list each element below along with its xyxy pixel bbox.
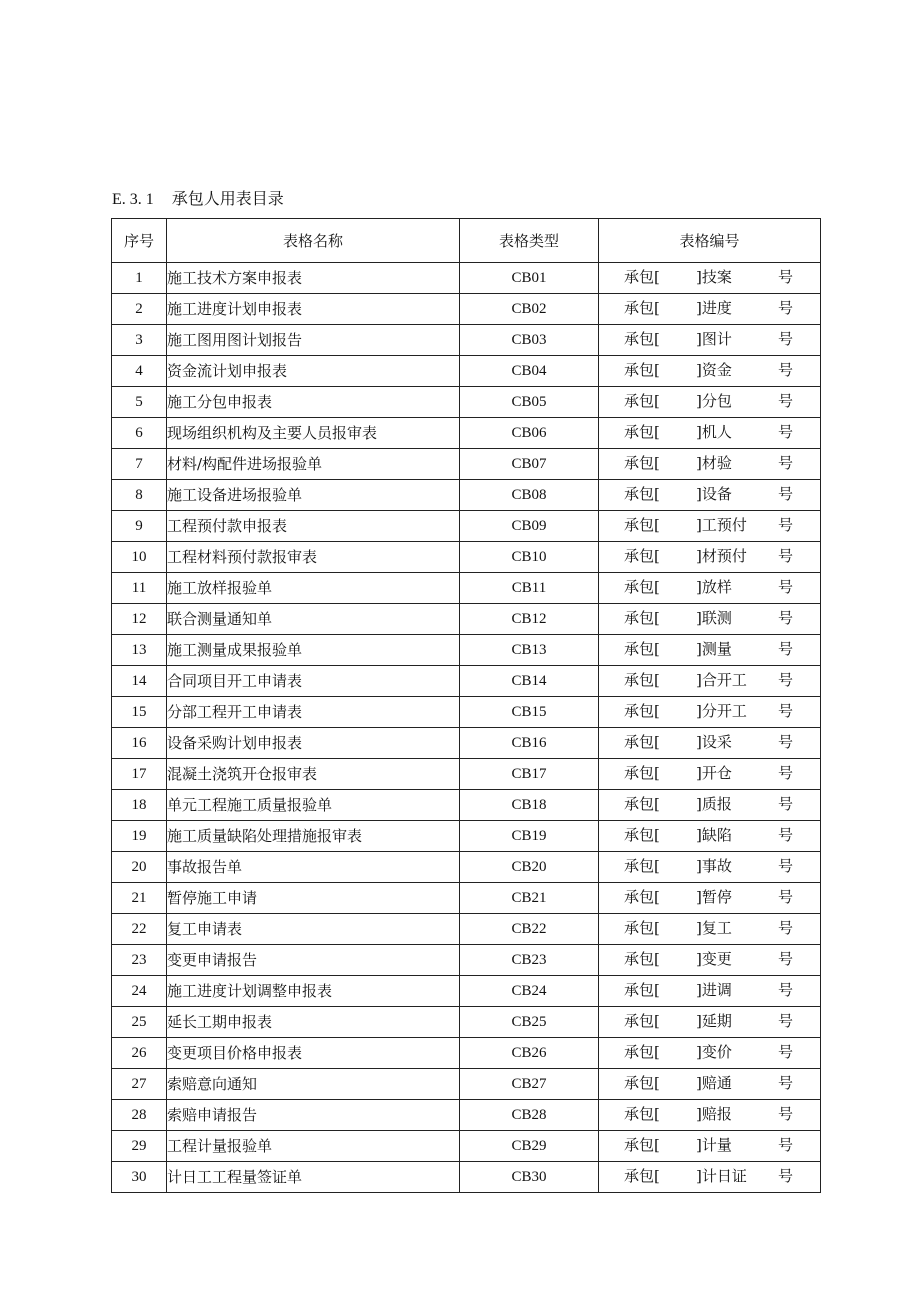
row-form-code <box>599 728 821 759</box>
code-prefix: 承包[ <box>624 764 660 782</box>
section-number: E. 3. 1 <box>112 191 154 208</box>
row-form-type: CB09 <box>460 511 599 542</box>
row-form-code <box>599 511 821 542</box>
code-category: ]复工 <box>696 919 732 937</box>
code-category: ]赔报 <box>696 1105 732 1123</box>
row-form-type: CB21 <box>460 883 599 914</box>
table-row <box>112 1007 821 1038</box>
code-suffix: 号 <box>778 702 794 720</box>
row-form-name: 材料/构配件进场报验单 <box>167 449 460 480</box>
code-suffix: 号 <box>778 1105 794 1123</box>
row-form-name: 分部工程开工申请表 <box>167 697 460 728</box>
table-header-row <box>112 219 821 263</box>
row-form-name: 事故报告单 <box>167 852 460 883</box>
code-prefix: 承包[ <box>624 702 660 720</box>
row-form-code <box>599 1007 821 1038</box>
table-row <box>112 573 821 604</box>
code-category: ]进调 <box>696 981 732 999</box>
row-form-type: CB20 <box>460 852 599 883</box>
code-category: ]资金 <box>696 361 732 379</box>
code-prefix: 承包[ <box>624 671 660 689</box>
code-prefix: 承包[ <box>624 392 660 410</box>
row-form-type: CB15 <box>460 697 599 728</box>
table-row <box>112 480 821 511</box>
row-form-name: 设备采购计划申报表 <box>167 728 460 759</box>
row-form-name: 单元工程施工质量报验单 <box>167 790 460 821</box>
code-prefix: 承包[ <box>624 578 660 596</box>
row-form-code <box>599 759 821 790</box>
code-category: ]测量 <box>696 640 732 658</box>
code-category: ]机人 <box>696 423 732 441</box>
row-form-code <box>599 573 821 604</box>
table-row <box>112 635 821 666</box>
code-suffix: 号 <box>778 857 794 875</box>
row-form-type: CB22 <box>460 914 599 945</box>
table-row <box>112 294 821 325</box>
row-form-code <box>599 1069 821 1100</box>
code-prefix: 承包[ <box>624 361 660 379</box>
code-suffix: 号 <box>778 361 794 379</box>
code-category: ]质报 <box>696 795 732 813</box>
table-row <box>112 263 821 294</box>
code-prefix: 承包[ <box>624 609 660 627</box>
code-suffix: 号 <box>778 578 794 596</box>
row-form-name: 施工测量成果报验单 <box>167 635 460 666</box>
code-suffix: 号 <box>778 826 794 844</box>
code-prefix: 承包[ <box>624 268 660 286</box>
table-row <box>112 976 821 1007</box>
code-prefix: 承包[ <box>624 330 660 348</box>
row-form-code <box>599 294 821 325</box>
code-prefix: 承包[ <box>624 857 660 875</box>
row-form-type: CB26 <box>460 1038 599 1069</box>
row-form-code <box>599 356 821 387</box>
row-form-name: 资金流计划申报表 <box>167 356 460 387</box>
header-seq: 序号 <box>112 219 167 263</box>
row-form-type: CB12 <box>460 604 599 635</box>
code-prefix: 承包[ <box>624 888 660 906</box>
code-category: ]事故 <box>696 857 732 875</box>
table-row <box>112 790 821 821</box>
row-form-code <box>599 604 821 635</box>
header-form-type: 表格类型 <box>460 219 599 263</box>
header-form-code: 表格编号 <box>599 219 821 263</box>
code-prefix: 承包[ <box>624 1043 660 1061</box>
row-form-name: 延长工期申报表 <box>167 1007 460 1038</box>
row-form-name: 索赔申请报告 <box>167 1100 460 1131</box>
code-suffix: 号 <box>778 919 794 937</box>
code-prefix: 承包[ <box>624 485 660 503</box>
row-form-type: CB14 <box>460 666 599 697</box>
row-seq: 7 <box>112 449 167 480</box>
code-prefix: 承包[ <box>624 1105 660 1123</box>
row-form-name: 施工分包申报表 <box>167 387 460 418</box>
code-category: ]分包 <box>696 392 732 410</box>
row-seq: 20 <box>112 852 167 883</box>
row-form-type: CB06 <box>460 418 599 449</box>
row-form-code <box>599 542 821 573</box>
row-seq: 14 <box>112 666 167 697</box>
code-category: ]合开工 <box>696 671 747 689</box>
row-seq: 23 <box>112 945 167 976</box>
code-prefix: 承包[ <box>624 516 660 534</box>
row-form-code <box>599 945 821 976</box>
row-form-name: 复工申请表 <box>167 914 460 945</box>
row-form-code <box>599 697 821 728</box>
table-row <box>112 914 821 945</box>
code-prefix: 承包[ <box>624 950 660 968</box>
code-suffix: 号 <box>778 547 794 565</box>
row-seq: 17 <box>112 759 167 790</box>
row-seq: 4 <box>112 356 167 387</box>
header-form-name: 表格名称 <box>167 219 460 263</box>
table-row <box>112 511 821 542</box>
row-form-code <box>599 666 821 697</box>
table-row <box>112 1162 821 1193</box>
row-form-type: CB25 <box>460 1007 599 1038</box>
code-suffix: 号 <box>778 795 794 813</box>
code-prefix: 承包[ <box>624 454 660 472</box>
row-form-name: 变更申请报告 <box>167 945 460 976</box>
code-suffix: 号 <box>778 671 794 689</box>
code-suffix: 号 <box>778 640 794 658</box>
code-suffix: 号 <box>778 888 794 906</box>
code-prefix: 承包[ <box>624 919 660 937</box>
row-form-code <box>599 821 821 852</box>
code-suffix: 号 <box>778 392 794 410</box>
form-catalog-table <box>111 218 821 1193</box>
row-seq: 6 <box>112 418 167 449</box>
code-category: ]技案 <box>696 268 732 286</box>
row-form-type: CB02 <box>460 294 599 325</box>
row-form-code <box>599 418 821 449</box>
table-row <box>112 759 821 790</box>
code-category: ]计量 <box>696 1136 732 1154</box>
row-seq: 12 <box>112 604 167 635</box>
table-row <box>112 387 821 418</box>
row-form-name: 施工进度计划申报表 <box>167 294 460 325</box>
code-category: ]材预付 <box>696 547 747 565</box>
table-row <box>112 883 821 914</box>
row-form-type: CB13 <box>460 635 599 666</box>
row-form-type: CB03 <box>460 325 599 356</box>
row-form-code <box>599 635 821 666</box>
row-seq: 5 <box>112 387 167 418</box>
row-form-code <box>599 325 821 356</box>
table-row <box>112 449 821 480</box>
row-seq: 11 <box>112 573 167 604</box>
code-prefix: 承包[ <box>624 640 660 658</box>
code-category: ]设采 <box>696 733 732 751</box>
row-form-code <box>599 1100 821 1131</box>
table-row <box>112 325 821 356</box>
code-suffix: 号 <box>778 1136 794 1154</box>
code-category: ]暂停 <box>696 888 732 906</box>
row-form-name: 联合测量通知单 <box>167 604 460 635</box>
row-seq: 10 <box>112 542 167 573</box>
row-form-type: CB28 <box>460 1100 599 1131</box>
row-form-type: CB11 <box>460 573 599 604</box>
row-form-type: CB04 <box>460 356 599 387</box>
table-row <box>112 821 821 852</box>
code-prefix: 承包[ <box>624 795 660 813</box>
row-seq: 18 <box>112 790 167 821</box>
row-form-name: 计日工工程量签证单 <box>167 1162 460 1193</box>
row-form-code <box>599 449 821 480</box>
table-row <box>112 1038 821 1069</box>
row-form-type: CB10 <box>460 542 599 573</box>
row-form-type: CB17 <box>460 759 599 790</box>
row-form-type: CB24 <box>460 976 599 1007</box>
row-form-name: 施工质量缺陷处理措施报审表 <box>167 821 460 852</box>
row-form-type: CB27 <box>460 1069 599 1100</box>
code-category: ]开仓 <box>696 764 732 782</box>
row-form-type: CB07 <box>460 449 599 480</box>
code-prefix: 承包[ <box>624 1012 660 1030</box>
row-seq: 3 <box>112 325 167 356</box>
code-category: ]图计 <box>696 330 732 348</box>
row-seq: 21 <box>112 883 167 914</box>
row-form-name: 合同项目开工申请表 <box>167 666 460 697</box>
row-form-code <box>599 852 821 883</box>
row-seq: 8 <box>112 480 167 511</box>
table-row <box>112 356 821 387</box>
row-form-name: 施工进度计划调整申报表 <box>167 976 460 1007</box>
code-prefix: 承包[ <box>624 1074 660 1092</box>
code-category: ]变价 <box>696 1043 732 1061</box>
code-category: ]分开工 <box>696 702 747 720</box>
row-form-name: 施工图用图计划报告 <box>167 325 460 356</box>
code-category: ]联测 <box>696 609 732 627</box>
code-prefix: 承包[ <box>624 981 660 999</box>
table-row <box>112 418 821 449</box>
code-prefix: 承包[ <box>624 1136 660 1154</box>
table-row <box>112 852 821 883</box>
code-category: ]进度 <box>696 299 732 317</box>
code-suffix: 号 <box>778 485 794 503</box>
row-form-type: CB05 <box>460 387 599 418</box>
code-category: ]设备 <box>696 485 732 503</box>
row-form-type: CB29 <box>460 1131 599 1162</box>
row-form-name: 工程计量报验单 <box>167 1131 460 1162</box>
row-form-type: CB16 <box>460 728 599 759</box>
row-form-type: CB30 <box>460 1162 599 1193</box>
row-form-name: 变更项目价格申报表 <box>167 1038 460 1069</box>
table-row <box>112 542 821 573</box>
code-category: ]工预付 <box>696 516 747 534</box>
code-category: ]缺陷 <box>696 826 732 844</box>
row-form-name: 索赔意向通知 <box>167 1069 460 1100</box>
code-suffix: 号 <box>778 1167 794 1185</box>
row-form-name: 工程材料预付款报审表 <box>167 542 460 573</box>
row-form-type: CB23 <box>460 945 599 976</box>
row-form-code <box>599 263 821 294</box>
code-category: ]赔通 <box>696 1074 732 1092</box>
row-form-name: 施工放样报验单 <box>167 573 460 604</box>
row-seq: 22 <box>112 914 167 945</box>
code-suffix: 号 <box>778 516 794 534</box>
table-row <box>112 1069 821 1100</box>
row-form-name: 施工设备进场报验单 <box>167 480 460 511</box>
code-prefix: 承包[ <box>624 423 660 441</box>
code-category: ]变更 <box>696 950 732 968</box>
table-row <box>112 1100 821 1131</box>
code-suffix: 号 <box>778 1074 794 1092</box>
row-seq: 28 <box>112 1100 167 1131</box>
table-row <box>112 697 821 728</box>
code-suffix: 号 <box>778 299 794 317</box>
code-prefix: 承包[ <box>624 299 660 317</box>
code-suffix: 号 <box>778 1043 794 1061</box>
code-prefix: 承包[ <box>624 1167 660 1185</box>
row-form-code <box>599 883 821 914</box>
row-form-name: 施工技术方案申报表 <box>167 263 460 294</box>
code-category: ]计日证 <box>696 1167 747 1185</box>
row-seq: 13 <box>112 635 167 666</box>
row-form-code <box>599 1038 821 1069</box>
row-form-code <box>599 480 821 511</box>
code-suffix: 号 <box>778 733 794 751</box>
code-suffix: 号 <box>778 981 794 999</box>
row-seq: 1 <box>112 263 167 294</box>
row-seq: 9 <box>112 511 167 542</box>
row-form-code <box>599 790 821 821</box>
section-heading <box>112 188 284 211</box>
row-seq: 24 <box>112 976 167 1007</box>
table-row <box>112 604 821 635</box>
table-body <box>112 263 821 1193</box>
code-suffix: 号 <box>778 1012 794 1030</box>
row-form-name: 混凝土浇筑开仓报审表 <box>167 759 460 790</box>
row-form-type: CB01 <box>460 263 599 294</box>
row-form-type: CB18 <box>460 790 599 821</box>
row-seq: 19 <box>112 821 167 852</box>
row-form-code <box>599 387 821 418</box>
row-form-type: CB08 <box>460 480 599 511</box>
code-suffix: 号 <box>778 454 794 472</box>
row-seq: 15 <box>112 697 167 728</box>
code-suffix: 号 <box>778 423 794 441</box>
row-form-code <box>599 976 821 1007</box>
table-row <box>112 728 821 759</box>
code-suffix: 号 <box>778 764 794 782</box>
section-title: 承包人用表目录 <box>171 189 284 208</box>
code-category: ]放样 <box>696 578 732 596</box>
table-row <box>112 945 821 976</box>
code-prefix: 承包[ <box>624 826 660 844</box>
row-form-code <box>599 1162 821 1193</box>
row-seq: 25 <box>112 1007 167 1038</box>
row-form-name: 工程预付款申报表 <box>167 511 460 542</box>
row-seq: 27 <box>112 1069 167 1100</box>
row-form-code <box>599 914 821 945</box>
code-category: ]延期 <box>696 1012 732 1030</box>
row-seq: 2 <box>112 294 167 325</box>
row-seq: 16 <box>112 728 167 759</box>
code-prefix: 承包[ <box>624 733 660 751</box>
row-form-name: 暂停施工申请 <box>167 883 460 914</box>
code-suffix: 号 <box>778 950 794 968</box>
row-seq: 30 <box>112 1162 167 1193</box>
row-form-code <box>599 1131 821 1162</box>
row-form-type: CB19 <box>460 821 599 852</box>
code-prefix: 承包[ <box>624 547 660 565</box>
table-row <box>112 666 821 697</box>
code-suffix: 号 <box>778 609 794 627</box>
row-seq: 29 <box>112 1131 167 1162</box>
code-suffix: 号 <box>778 330 794 348</box>
code-category: ]材验 <box>696 454 732 472</box>
row-form-name: 现场组织机构及主要人员报审表 <box>167 418 460 449</box>
row-seq: 26 <box>112 1038 167 1069</box>
table-row <box>112 1131 821 1162</box>
code-suffix: 号 <box>778 268 794 286</box>
